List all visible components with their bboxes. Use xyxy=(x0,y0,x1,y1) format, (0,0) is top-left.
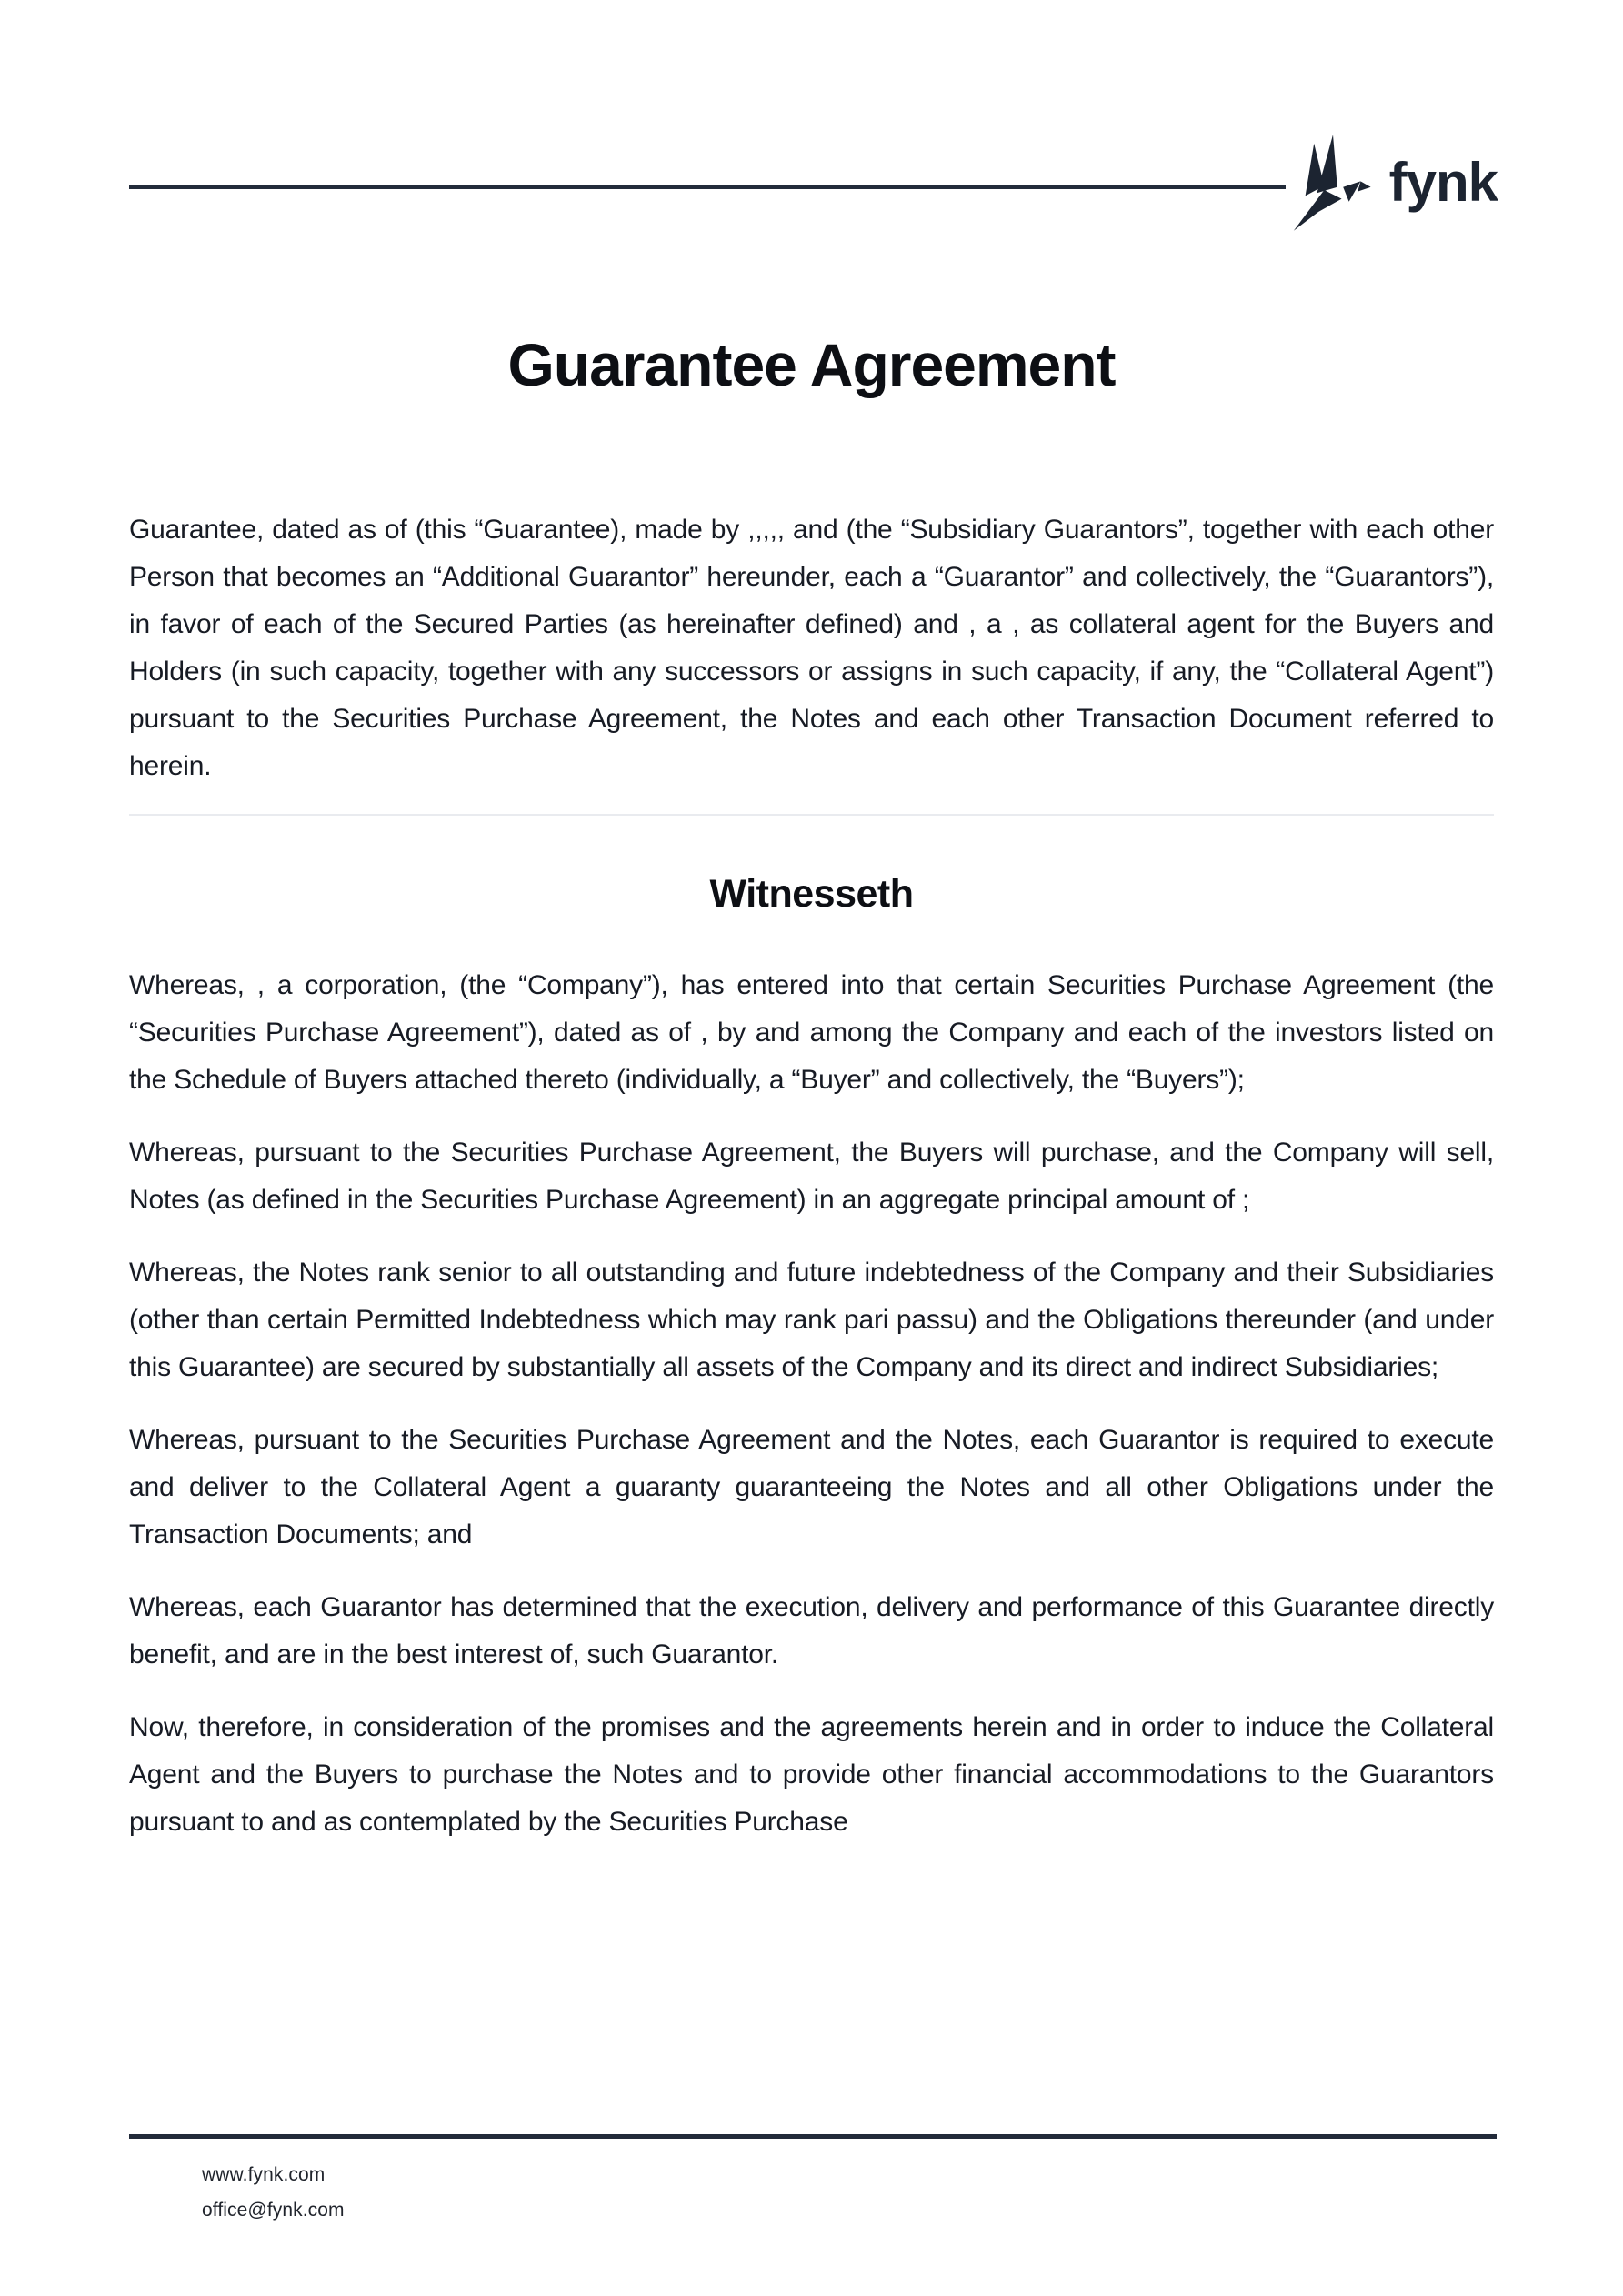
footer-website: www.fynk.com xyxy=(202,2164,326,2185)
section-heading-witnesseth: Witnesseth xyxy=(709,872,914,916)
fynk-logo xyxy=(1289,129,1498,236)
page-header xyxy=(129,0,1498,259)
section-divider xyxy=(129,814,1494,816)
body-paragraph: Whereas, pursuant to the Securities Purchase Agreement, the Buyers will purchase, and the Company will sell, Notes (as defined in the Securities Purchase Agreement) in an aggregate principal amount of ; xyxy=(129,1138,1494,1215)
page-footer xyxy=(129,2134,1497,2228)
logo-wordmark: fynk xyxy=(1388,152,1498,213)
body-paragraph: Whereas, each Guarantor has determined that the execution, delivery and performance of this Guarantee directly benefit, and are in the best interest of, such Guarantor. xyxy=(129,1592,1494,1669)
intro-paragraph: Guarantee, dated as of (this “Guarantee), made by ,,,,, and (the “Subsidiary Guarantors”, together with each other Person that becomes an “Additional Guarantor” hereunder, each a “Guarantor” and collectively, the “Guarantors”), in favor of each of the Secured Parties (as hereinafter defined) and , a , as collateral agent for the Buyers and Holders (in such capacity, together with any successors or assigns in such capacity, if any, the “Collateral Agent”) pursuant to the Securities Purchase Agreement, the Notes and each other Transaction Document referred to herein. xyxy=(129,515,1494,781)
header-rule xyxy=(129,185,1286,189)
body-paragraph: Now, therefore, in consideration of the promises and the agreements herein and in order to induce the Collateral Agent and the Buyers to purchase the Notes and to provide other financial accommodations to the Guarantors pursuant to and as contemplated by the Securities Purchase xyxy=(129,1712,1494,1837)
footer-email: office@fynk.com xyxy=(202,2200,345,2221)
origami-bird-icon xyxy=(1289,129,1377,236)
body-paragraph: Whereas, the Notes rank senior to all outstanding and future indebtedness of the Company and their Subsidiaries (other than certain Permitted Indebtedness which may rank pari passu) and the Obligations thereunder (and under this Guarantee) are secured by substantially all assets of the Company and its direct and indirect Subsidiaries; xyxy=(129,1258,1494,1382)
document-title: Guarantee Agreement xyxy=(507,331,1116,398)
body-paragraph: Whereas, pursuant to the Securities Purchase Agreement and the Notes, each Guarantor is required to execute and deliver to the Collateral Agent a guaranty guaranteeing the Notes and all other Obligations under the Transaction Documents; and xyxy=(129,1425,1494,1549)
body-paragraph: Whereas, , a corporation, (the “Company”), has entered into that certain Securities Purchase Agreement (the “Securities Purchase Agreement”), dated as of , by and among the Company and each of the investors listed on the Schedule of Buyers attached thereto (individually, a “Buyer” and collectively, the “Buyers”); xyxy=(129,970,1494,1095)
